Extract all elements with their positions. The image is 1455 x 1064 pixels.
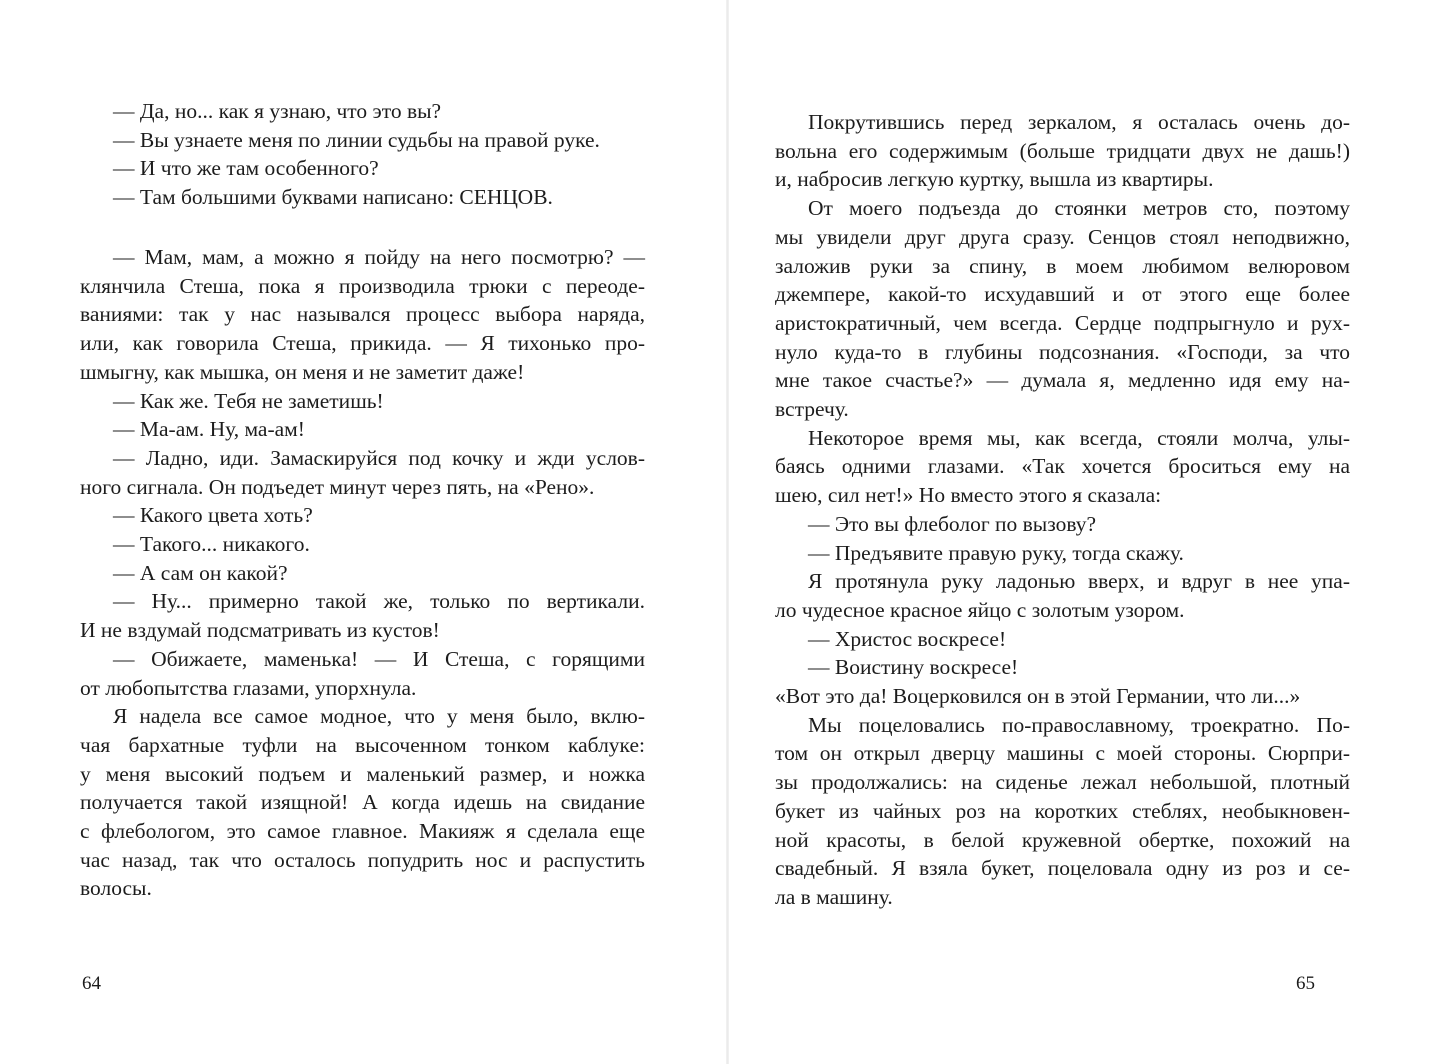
text-line: — И что же там особенного? bbox=[113, 156, 379, 181]
text-line: Некоторое время мы, как всегда, стояли молча, улы- bbox=[808, 425, 1350, 450]
text-line: — Ма-ам. Ну, ма-ам! bbox=[113, 417, 305, 442]
text-line: — Ну... примерно такой же, только по вертикали. bbox=[113, 589, 645, 614]
right-page bbox=[728, 0, 1455, 1064]
text-line: От моего подъезда до стоянки метров сто, поэтому bbox=[808, 196, 1350, 221]
text-line: — Такого... никакого. bbox=[113, 532, 310, 557]
text-line: вольна его содержимым (больше тридцати двух не дашь!) bbox=[775, 138, 1350, 163]
text-line: — Ладно, иди. Замаскируйся под кочку и жди услов- bbox=[113, 445, 645, 470]
text-line: — А сам он какой? bbox=[113, 560, 288, 585]
text-line: джемпере, какой-то исхудавший и от этого еще более bbox=[775, 282, 1350, 307]
text-line: шею, сил нет!» Но вместо этого я сказала: bbox=[775, 483, 1162, 508]
text-line: час назад, так что осталось попудрить нос и распустить bbox=[80, 847, 645, 872]
text-line: букет из чайных роз на коротких стеблях, необыкновен- bbox=[775, 798, 1350, 823]
right-text-block bbox=[775, 108, 1350, 912]
text-line: получается такой изящной! А когда идешь на свидание bbox=[80, 790, 645, 815]
text-line: свадебный. Я взяла букет, поцеловала одну из роз и се- bbox=[775, 856, 1350, 881]
text-line: встречу. bbox=[775, 397, 849, 422]
text-line: и, набросив легкую куртку, вышла из квартиры. bbox=[775, 167, 1214, 192]
text-line: ного сигнала. Он подъедет минут через пять, на «Рено». bbox=[80, 474, 595, 499]
text-line: мне такое счастье?» — думала я, медленно идя ему на- bbox=[775, 368, 1350, 393]
text-line: волосы. bbox=[80, 876, 152, 901]
text-line: — Воистину воскресе! bbox=[808, 655, 1019, 680]
text-line: от любопытства глазами, упорхнула. bbox=[80, 675, 417, 700]
text-line: Я протянула руку ладонью вверх, и вдруг в нее упа- bbox=[808, 569, 1350, 594]
text-line: И не вздумай подсматривать из кустов! bbox=[80, 618, 440, 643]
left-text-block-b bbox=[80, 243, 645, 903]
text-line: ваниями: так у нас назывался процесс выбора наряда, bbox=[80, 302, 645, 327]
text-line: — Мам, мам, а можно я пойду на него посмотрю? — bbox=[113, 245, 645, 269]
text-line: зы продолжались: на сиденье лежал небольшой, плотный bbox=[775, 770, 1350, 795]
text-line: с флебологом, это самое главное. Макияж я сделала еще bbox=[80, 819, 645, 844]
text-line: Покрутившись перед зеркалом, я осталась очень до- bbox=[808, 110, 1350, 134]
text-line: нуло куда-то в глубины подсознания. «Господи, за что bbox=[775, 339, 1350, 364]
text-line: клянчила Стеша, пока я производила трюки с переоде- bbox=[80, 273, 645, 298]
text-line: — Да, но... как я узнаю, что это вы? bbox=[113, 99, 442, 123]
text-line: Я надела все самое модное, что у меня было, вклю- bbox=[113, 704, 645, 729]
text-line: аристократичный, чем всегда. Сердце подпрыгнуло и рух- bbox=[775, 310, 1350, 335]
text-line: у меня высокий подъем и маленький размер, и ножка bbox=[80, 761, 645, 786]
text-line: шмыгну, как мышка, он меня и не заметит даже! bbox=[80, 359, 525, 384]
page-number-right: 65 bbox=[1296, 973, 1315, 994]
text-line: том он открыл дверцу машины с моей стороны. Сюрпри- bbox=[775, 741, 1350, 766]
text-line: или, как говорила Стеша, прикида. — Я тихонько про- bbox=[80, 331, 645, 356]
text-line: мы увидели друг друга сразу. Сенцов стоял неподвижно, bbox=[775, 224, 1350, 249]
text-line: — Как же. Тебя не заметишь! bbox=[113, 388, 384, 413]
text-line: «Вот это да! Воцерковился он в этой Германии, что ли...» bbox=[775, 684, 1301, 709]
text-line: — Обижаете, маменька! — И Стеша, с горящими bbox=[113, 646, 645, 671]
left-text-block-a bbox=[80, 97, 645, 212]
text-line: — Вы узнаете меня по линии судьбы на правой руке. bbox=[113, 127, 600, 152]
page-number-left: 64 bbox=[82, 973, 101, 994]
text-line: ной красоты, в белой кружевной обертке, похожий на bbox=[775, 827, 1350, 852]
text-line: заложив руки за спину, в моем любимом велюровом bbox=[775, 253, 1350, 278]
text-line: ла в машину. bbox=[775, 884, 893, 909]
text-line: — Какого цвета хоть? bbox=[113, 503, 313, 528]
text-line: чая бархатные туфли на высоченном тонком каблуке: bbox=[80, 732, 645, 757]
text-line: — Там большими буквами написано: СЕНЦОВ. bbox=[113, 185, 553, 210]
text-line: Мы поцеловались по-православному, троекратно. По- bbox=[808, 712, 1350, 737]
text-line: — Это вы флеболог по вызову? bbox=[808, 511, 1097, 536]
text-line: ло чудесное красное яйцо с золотым узором. bbox=[775, 597, 1185, 622]
text-line: баясь одними глазами. «Так хочется броситься ему на bbox=[775, 454, 1350, 479]
text-line: — Христос воскресе! bbox=[808, 626, 1007, 651]
text-line: — Предъявите правую руку, тогда скажу. bbox=[808, 540, 1184, 565]
left-page bbox=[0, 0, 727, 1064]
